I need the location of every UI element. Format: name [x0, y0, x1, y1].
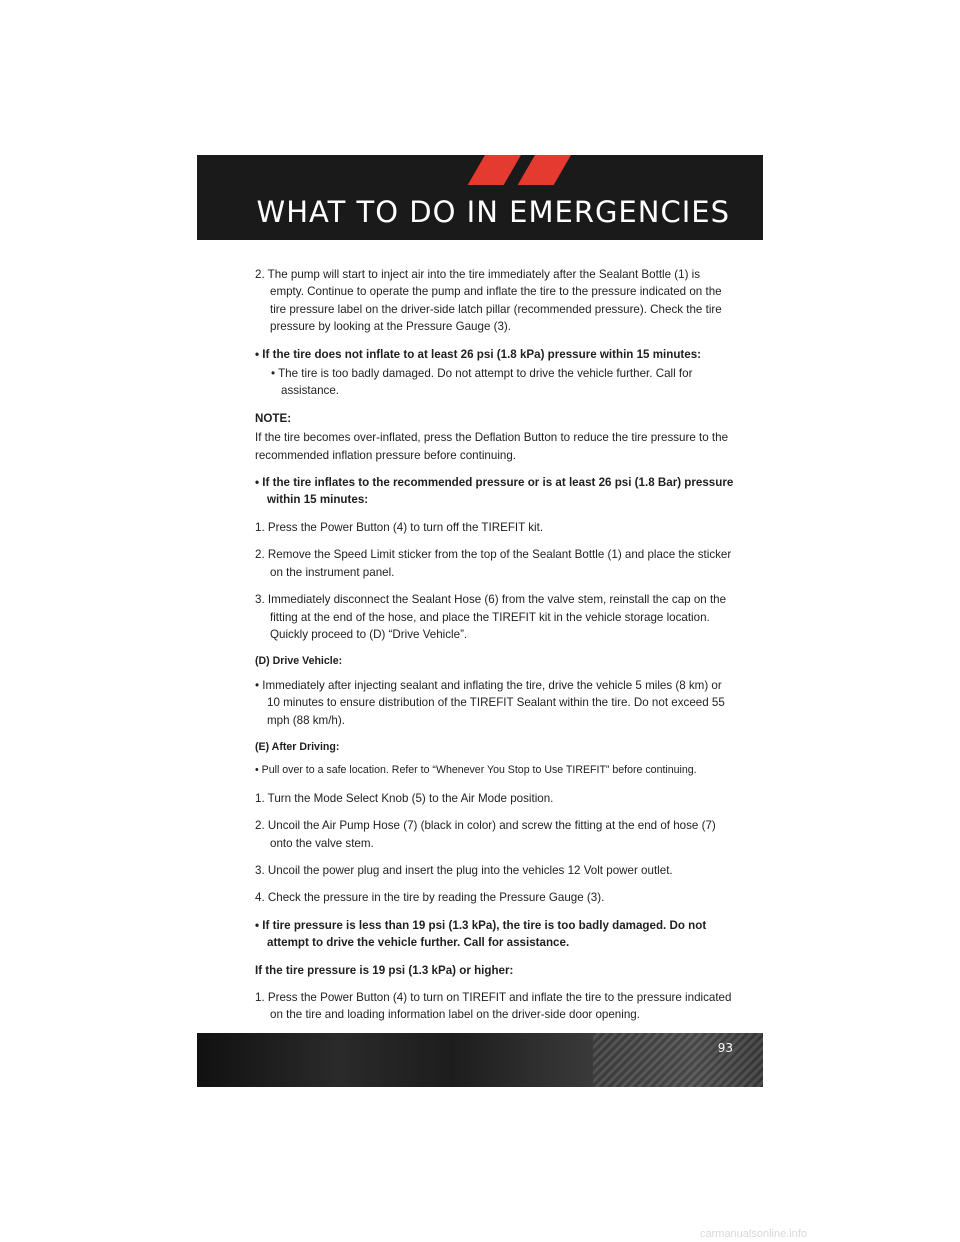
- bullet-low-pressure: • If tire pressure is less than 19 psi (1.3 kPa), the tire is too badly damaged. Do not attempt to drive the vehicle further. Call for assistance.: [255, 918, 707, 950]
- bullet-not-inflate: • If the tire does not inflate to at least 26 psi (1.8 kPa) pressure within 15 minutes:: [255, 347, 702, 361]
- bullet-drive: • Immediately after injecting sealant and inflating the tire, drive the vehicle 5 miles (8 km) or 10 minutes to ensure distribution of the TIREFIT Sealant within the tire. Do not exceed 55 mph (88 km/h).: [255, 678, 725, 727]
- page-header: [197, 155, 763, 240]
- page-footer: [197, 1033, 763, 1087]
- header-stripe-icon: [518, 155, 571, 185]
- after-step-3: 3. Uncoil the power plug and insert the plug into the vehicles 12 Volt power outlet.: [255, 863, 673, 877]
- heading-drive-vehicle: (D) Drive Vehicle:: [255, 655, 343, 668]
- header-stripe-icon: [468, 155, 521, 185]
- step-3: 3. Immediately disconnect the Sealant Hose (6) from the valve stem, reinstall the cap on the fitting at the end of the hose, and place the TIREFIT kit in the vehicle storage location. Quickly proceed to (D) “Drive Vehicle”.: [255, 593, 727, 641]
- section-title: WHAT TO DO IN EMERGENCIES: [256, 195, 730, 229]
- heading-pressure-ok: If the tire pressure is 19 psi (1.3 kPa) or higher:: [255, 963, 514, 977]
- final-step-1: 1. Press the Power Button (4) to turn on TIREFIT and inflate the tire to the pressure indicated on the tire and loading information label on the driver-side door opening.: [255, 991, 732, 1022]
- bullet-pull-over: • Pull over to a safe location. Refer to “Whenever You Stop to Use TIREFIT” before continuing.: [255, 764, 697, 777]
- page-number: 93: [717, 1041, 733, 1055]
- after-step-4: 4. Check the pressure in the tire by reading the Pressure Gauge (3).: [255, 891, 605, 905]
- bullet-inflates: • If the tire inflates to the recommended pressure or is at least 26 psi (1.8 Bar) pressure within 15 minutes:: [255, 476, 734, 507]
- after-step-2: 2. Uncoil the Air Pump Hose (7) (black in color) and screw the fitting at the end of hose (7) onto the valve stem.: [255, 819, 716, 850]
- watermark: carmanualsonline.info: [700, 1228, 808, 1240]
- tread-texture-icon: [593, 1033, 763, 1087]
- note-text: If the tire becomes over-inflated, press the Deflation Button to reduce the tire pressure to the recommended inflation pressure before continuing.: [255, 431, 729, 462]
- after-step-1: 1. Turn the Mode Select Knob (5) to the Air Mode position.: [255, 791, 554, 805]
- heading-after-driving: (E) After Driving:: [255, 740, 340, 753]
- step-2: 2. Remove the Speed Limit sticker from the top of the Sealant Bottle (1) and place the sticker on the instrument panel.: [255, 548, 732, 579]
- note-label: NOTE:: [255, 411, 292, 425]
- bullet-not-inflate-sub: • The tire is too badly damaged. Do not attempt to drive the vehicle further. Call for assistance.: [271, 367, 693, 398]
- step-2-paragraph: 2. The pump will start to inject air into the tire immediately after the Sealant Bottle (1) is empty. Continue to operate the pump and inflate the tire to the pressure indicated on the tire pressure label on the driver-side latch pillar (recommended pressure). Check the tire pressure by looking at the Pressure Gauge (3).: [255, 268, 722, 334]
- step-1: 1. Press the Power Button (4) to turn off the TIREFIT kit.: [255, 520, 544, 534]
- body-text: [255, 266, 735, 1079]
